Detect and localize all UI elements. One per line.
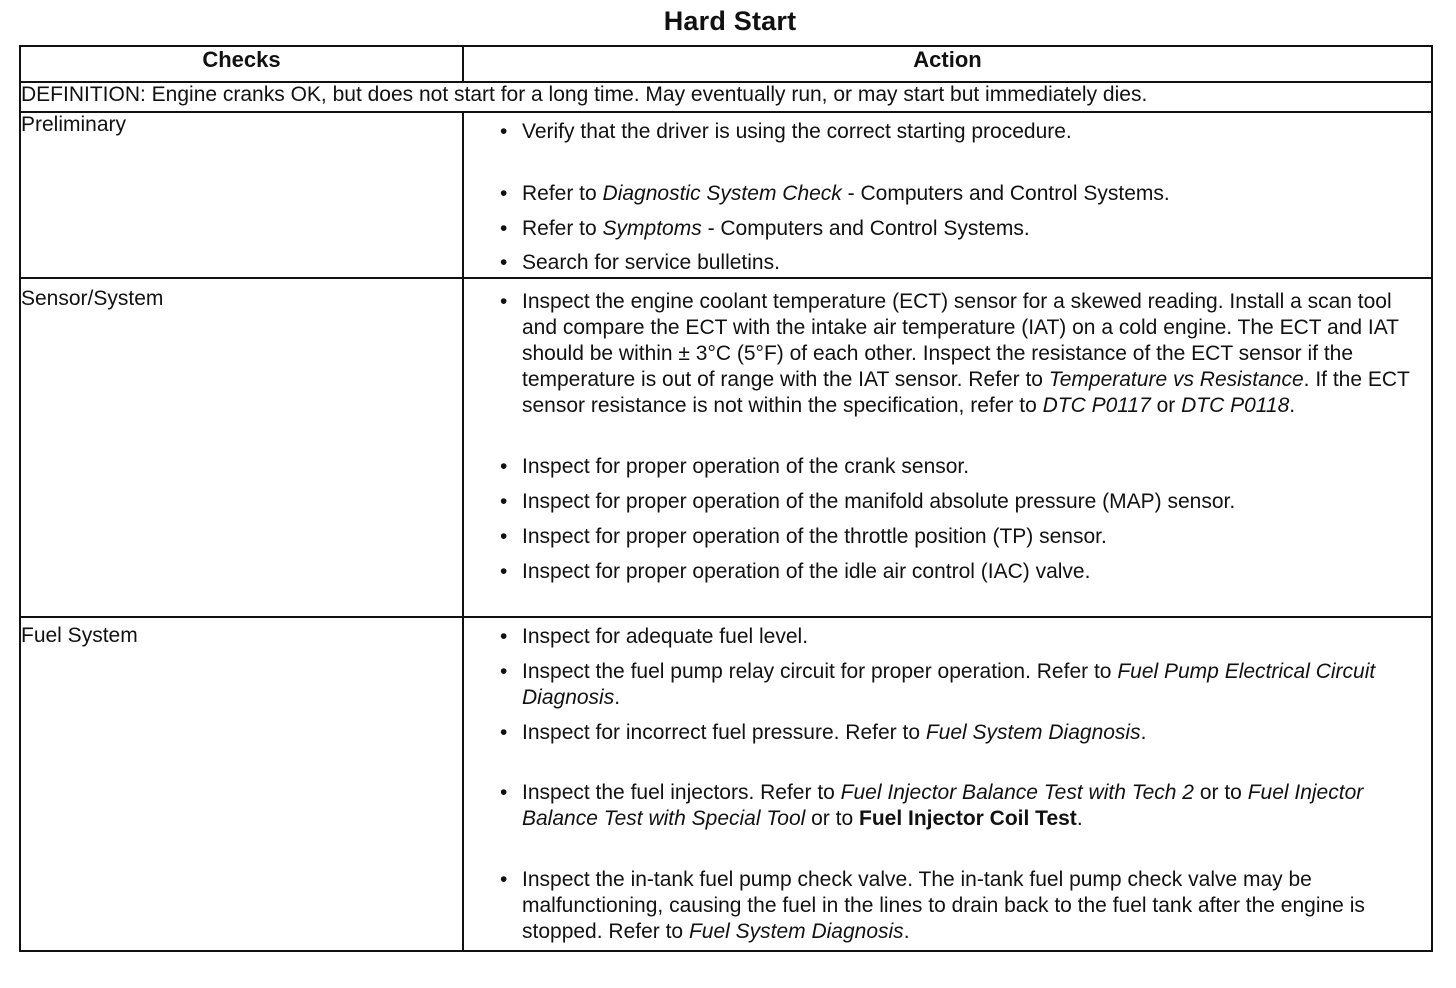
list-item: • Inspect the fuel injectors. Refer to Fuel Injector Balance Test with Tech 2 or to Fuel Injector Balance Test with Special Tool or to Fuel Injector Coil Test. (464, 780, 1431, 832)
table-row-sensor-system (20, 278, 1432, 617)
list-item: • Inspect for incorrect fuel pressure. Refer to Fuel System Diagnosis. (464, 720, 1431, 746)
check-label-preliminary: Preliminary (20, 112, 463, 278)
action-list (464, 279, 1431, 585)
list-item: • Refer to Symptoms - Computers and Control Systems. (464, 216, 1431, 242)
action-column-header: Action (463, 46, 1432, 82)
action-cell-preliminary (463, 112, 1432, 278)
action-cell-sensor-system (463, 278, 1432, 617)
table-row-fuel-system (20, 617, 1432, 951)
list-item: • Inspect for proper operation of the throttle position (TP) sensor. (464, 524, 1431, 550)
check-label-sensor-system: Sensor/System (20, 278, 463, 617)
list-item: • Inspect the fuel pump relay circuit for proper operation. Refer to Fuel Pump Electrical Circuit Diagnosis. (464, 659, 1431, 711)
definition-text: DEFINITION: Engine cranks OK, but does not start for a long time. May eventually run, or may start but immediately dies. (20, 82, 1432, 112)
list-item: • Inspect the in-tank fuel pump check valve. The in-tank fuel pump check valve may be malfunctioning, causing the fuel in the lines to drain back to the fuel tank after the engine is stopped. Refer to Fuel System Diagnosis. (464, 867, 1431, 945)
hard-start-table (19, 45, 1433, 952)
page-title: Hard Start (663, 6, 797, 36)
check-label-fuel-system: Fuel System (20, 617, 463, 951)
action-cell-fuel-system (463, 617, 1432, 951)
list-item: • Inspect for proper operation of the idle air control (IAC) valve. (464, 559, 1431, 585)
table-row-preliminary (20, 112, 1432, 278)
list-item: • Search for service bulletins. (464, 250, 1431, 276)
list-item: • Inspect the engine coolant temperature (ECT) sensor for a skewed reading. Install a scan tool and compare the ECT with the intake air temperature (IAT) on a cold engine. The ECT and IAT should be within ± 3°C (5°F) of each other. Inspect the resistance of the ECT sensor if the temperature is out of range with the IAT sensor. Refer to Temperature vs Resistance. If the ECT sensor resistance is not within the specification, refer to DTC P0117 or DTC P0118. (464, 289, 1431, 419)
action-list (464, 113, 1431, 276)
list-item: • Inspect for adequate fuel level. (464, 624, 1431, 650)
table-header-row (20, 46, 1432, 82)
list-item: • Inspect for proper operation of the manifold absolute pressure (MAP) sensor. (464, 489, 1431, 515)
list-item: • Verify that the driver is using the correct starting procedure. (464, 119, 1431, 145)
checks-column-header: Checks (20, 46, 463, 82)
action-list (464, 618, 1431, 945)
definition-row (20, 82, 1432, 112)
list-item: • Inspect for proper operation of the crank sensor. (464, 454, 1431, 480)
list-item: • Refer to Diagnostic System Check - Computers and Control Systems. (464, 181, 1431, 207)
